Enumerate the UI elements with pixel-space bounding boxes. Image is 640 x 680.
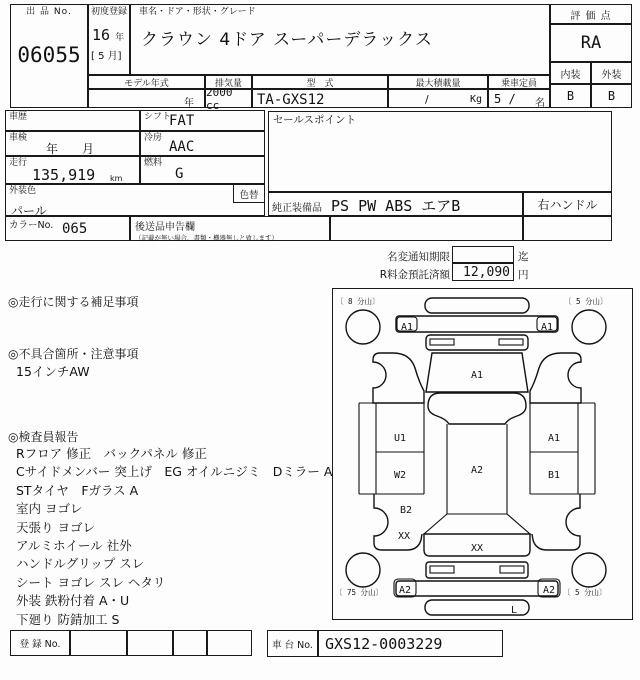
- fuel-value: G: [175, 166, 184, 182]
- defect-line: 15インチAW: [16, 364, 90, 379]
- equipment-empty-cell: [330, 216, 523, 241]
- exterior-grade: B: [591, 84, 632, 108]
- taillight-right: [500, 566, 524, 573]
- color-label: 外装色: [9, 186, 37, 196]
- interior-grade: B: [550, 84, 591, 108]
- grade-value: RA: [550, 24, 632, 62]
- inspector-line: 下廻り 防錆加工 S: [16, 611, 120, 627]
- equipment-value: PS PW ABS エアB: [331, 197, 461, 215]
- car-name-value: クラウン 4ドア スーパーデラックス: [141, 29, 433, 50]
- rear-bumper: [396, 581, 558, 596]
- damage-label: L: [510, 605, 518, 616]
- later-items-cell: [130, 216, 330, 241]
- first-reg-year-suffix: 年: [115, 32, 125, 43]
- taillight-panel: [426, 562, 528, 578]
- inspector-line: Cサイドメンバー 突上げ EG オイルニジミ Dミラー A: [16, 464, 333, 480]
- capacity-value-cell: [488, 89, 550, 108]
- color-no-label: カラーNo.: [9, 220, 54, 231]
- sales-point-label: セールスポイント: [273, 114, 357, 126]
- side-panels-left: [359, 403, 424, 494]
- front-spoiler: [425, 298, 529, 313]
- recycle-unit: 円: [518, 269, 529, 281]
- capacity-header: 乗車定員: [488, 75, 550, 89]
- headlight-left: [430, 339, 454, 345]
- auction-no-box: [10, 4, 88, 108]
- name-change-label: 名変通知期限: [387, 251, 450, 263]
- damage-label: B2: [399, 505, 413, 516]
- car-name-box: [130, 4, 550, 75]
- first-registration-box: [88, 4, 130, 75]
- model-year-value: 年: [88, 89, 205, 108]
- mileage-cell: [5, 156, 140, 184]
- shift-cell: [140, 110, 265, 131]
- fuel-cell: [140, 156, 265, 184]
- mileage-label: 走行: [9, 158, 28, 168]
- damage-label: W2: [393, 470, 407, 481]
- model-code-value: TA-GXS12: [252, 89, 388, 108]
- tread-rear-right: 〔 5 分山〕: [563, 588, 607, 597]
- inspection-label: 車検: [9, 133, 28, 143]
- recycle-label: R料金預託済額: [379, 269, 450, 281]
- tread-front-right: 〔 5 分山〕: [564, 297, 608, 306]
- grille: [426, 335, 528, 350]
- history-label: 車歴: [9, 112, 28, 122]
- damage-label: A2: [470, 465, 484, 476]
- inspector-line: Rフロア 修正 バックパネル 修正: [16, 446, 207, 461]
- displacement-value: 2000 cc: [205, 89, 252, 108]
- damage-label: A2: [398, 585, 412, 596]
- taillight-left: [430, 566, 454, 573]
- inspection-value: 年 月: [46, 142, 95, 156]
- fender-rear-right: [532, 494, 580, 550]
- max-load-unit: Kg: [469, 94, 482, 105]
- first-reg-label: 初度登録: [90, 7, 127, 17]
- max-load-value-cell: [388, 89, 488, 108]
- reg-no-cell-2: [127, 630, 173, 656]
- damage-label: A1: [547, 433, 561, 444]
- fender-front-left: [373, 353, 424, 403]
- fender-front-right: [530, 353, 581, 403]
- shift-label: シフト: [144, 112, 172, 122]
- first-reg-month: [ 5 月]: [91, 50, 122, 62]
- name-change-suffix: 迄: [518, 251, 529, 263]
- sales-point-box: [268, 111, 612, 192]
- equipment-cell: [268, 192, 523, 216]
- displacement-header: 排気量: [205, 75, 252, 89]
- handle-empty-cell: [523, 216, 612, 241]
- color-no-cell: [5, 216, 130, 241]
- max-load-value: /: [425, 93, 429, 106]
- tread-rear-left: 〔 75 分山〕: [335, 588, 384, 597]
- history-cell: [5, 110, 140, 131]
- chassis-no-label: 車 台 No.: [267, 630, 318, 657]
- inspector-line: アルミホイール 社外: [16, 538, 132, 554]
- auction-no-label: 出 品 No.: [26, 7, 72, 17]
- mileage-value: 135,919: [32, 166, 96, 184]
- inspection-cell: [5, 131, 140, 156]
- grade-header: 評 価 点: [550, 4, 632, 24]
- max-load-header: 最大積載量: [388, 75, 488, 89]
- recycle-value: 12,090: [452, 263, 514, 281]
- damage-label: U1: [393, 433, 407, 444]
- color-no-value: 065: [62, 221, 88, 237]
- damage-diagram-box: [332, 288, 633, 620]
- aircon-label: 冷房: [144, 133, 163, 143]
- headlight-right: [499, 339, 523, 345]
- fuel-label: 燃料: [144, 158, 163, 168]
- interior-header: 内装: [550, 62, 591, 84]
- inspector-line: STタイヤ Fガラス A: [16, 482, 139, 498]
- defect-title: ◎不具合箇所・注意事項: [8, 347, 139, 361]
- model-code-header: 型 式: [252, 75, 388, 89]
- color-cell: [5, 184, 265, 216]
- tire-front-right: [572, 310, 606, 344]
- capacity-value: 5 /: [494, 92, 516, 106]
- reg-no-cell-4: [207, 630, 252, 656]
- side-panels-right: [530, 403, 595, 494]
- damage-label: A1: [400, 322, 414, 333]
- rear-window: [424, 514, 530, 534]
- color-value: パール: [11, 204, 47, 218]
- damage-label: XX: [470, 543, 484, 554]
- exterior-header: 外装: [591, 62, 632, 84]
- inspector-line: 天張り ヨゴレ: [16, 519, 95, 535]
- inspector-title: ◎検査員報告: [8, 430, 79, 444]
- inspector-line: 外装 鉄粉付着 A・U: [16, 593, 130, 609]
- first-reg-year: 16: [92, 25, 111, 44]
- tire-rear-left: [346, 553, 380, 587]
- handle-cell: 右ハンドル: [523, 192, 612, 216]
- damage-diagram: [333, 289, 632, 619]
- inspector-line: 室内 ヨゴレ: [16, 501, 83, 517]
- color-change-cell: 色替: [233, 184, 265, 203]
- chassis-no-value: GXS12-0003229: [318, 630, 503, 657]
- tire-rear-right: [572, 553, 606, 587]
- capacity-unit: 名: [535, 98, 545, 109]
- damage-label: A1: [470, 370, 484, 381]
- later-items-note: （記載が無い場合、書類・機器無しと致します）: [135, 234, 278, 242]
- name-change-box: [452, 246, 514, 263]
- inspector-line: シート ヨゴレ スレ ヘタリ: [16, 574, 166, 590]
- auction-no-value: 06055: [17, 42, 81, 67]
- front-bumper: [396, 316, 558, 332]
- reg-no-label: 登 録 No.: [10, 630, 70, 656]
- model-year-header: モデル年式: [88, 75, 205, 89]
- reg-no-cell-1: [70, 630, 127, 656]
- mileage-notes-title: ◎走行に関する補足事項: [8, 295, 139, 309]
- damage-label: XX: [397, 531, 411, 542]
- aircon-cell: [140, 131, 265, 156]
- mileage-unit: km: [110, 174, 123, 183]
- car-name-label: 車名・ドア・形状・グレード: [139, 7, 256, 17]
- reg-no-cell-3: [173, 630, 207, 656]
- damage-label: A1: [540, 322, 554, 333]
- windshield: [428, 393, 526, 424]
- damage-label: A2: [542, 585, 556, 596]
- inspector-line: ハンドルグリップ スレ: [16, 556, 145, 572]
- tire-front-left: [346, 310, 380, 344]
- equipment-label: 純正装備品: [272, 203, 322, 214]
- inspector-report: [16, 445, 332, 629]
- shift-value: FAT: [169, 113, 195, 129]
- damage-label: B1: [547, 470, 561, 481]
- aircon-value: AAC: [169, 139, 195, 155]
- later-items-label: 後送品申告欄: [135, 222, 195, 233]
- tread-front-left: 〔 8 分山〕: [336, 297, 380, 306]
